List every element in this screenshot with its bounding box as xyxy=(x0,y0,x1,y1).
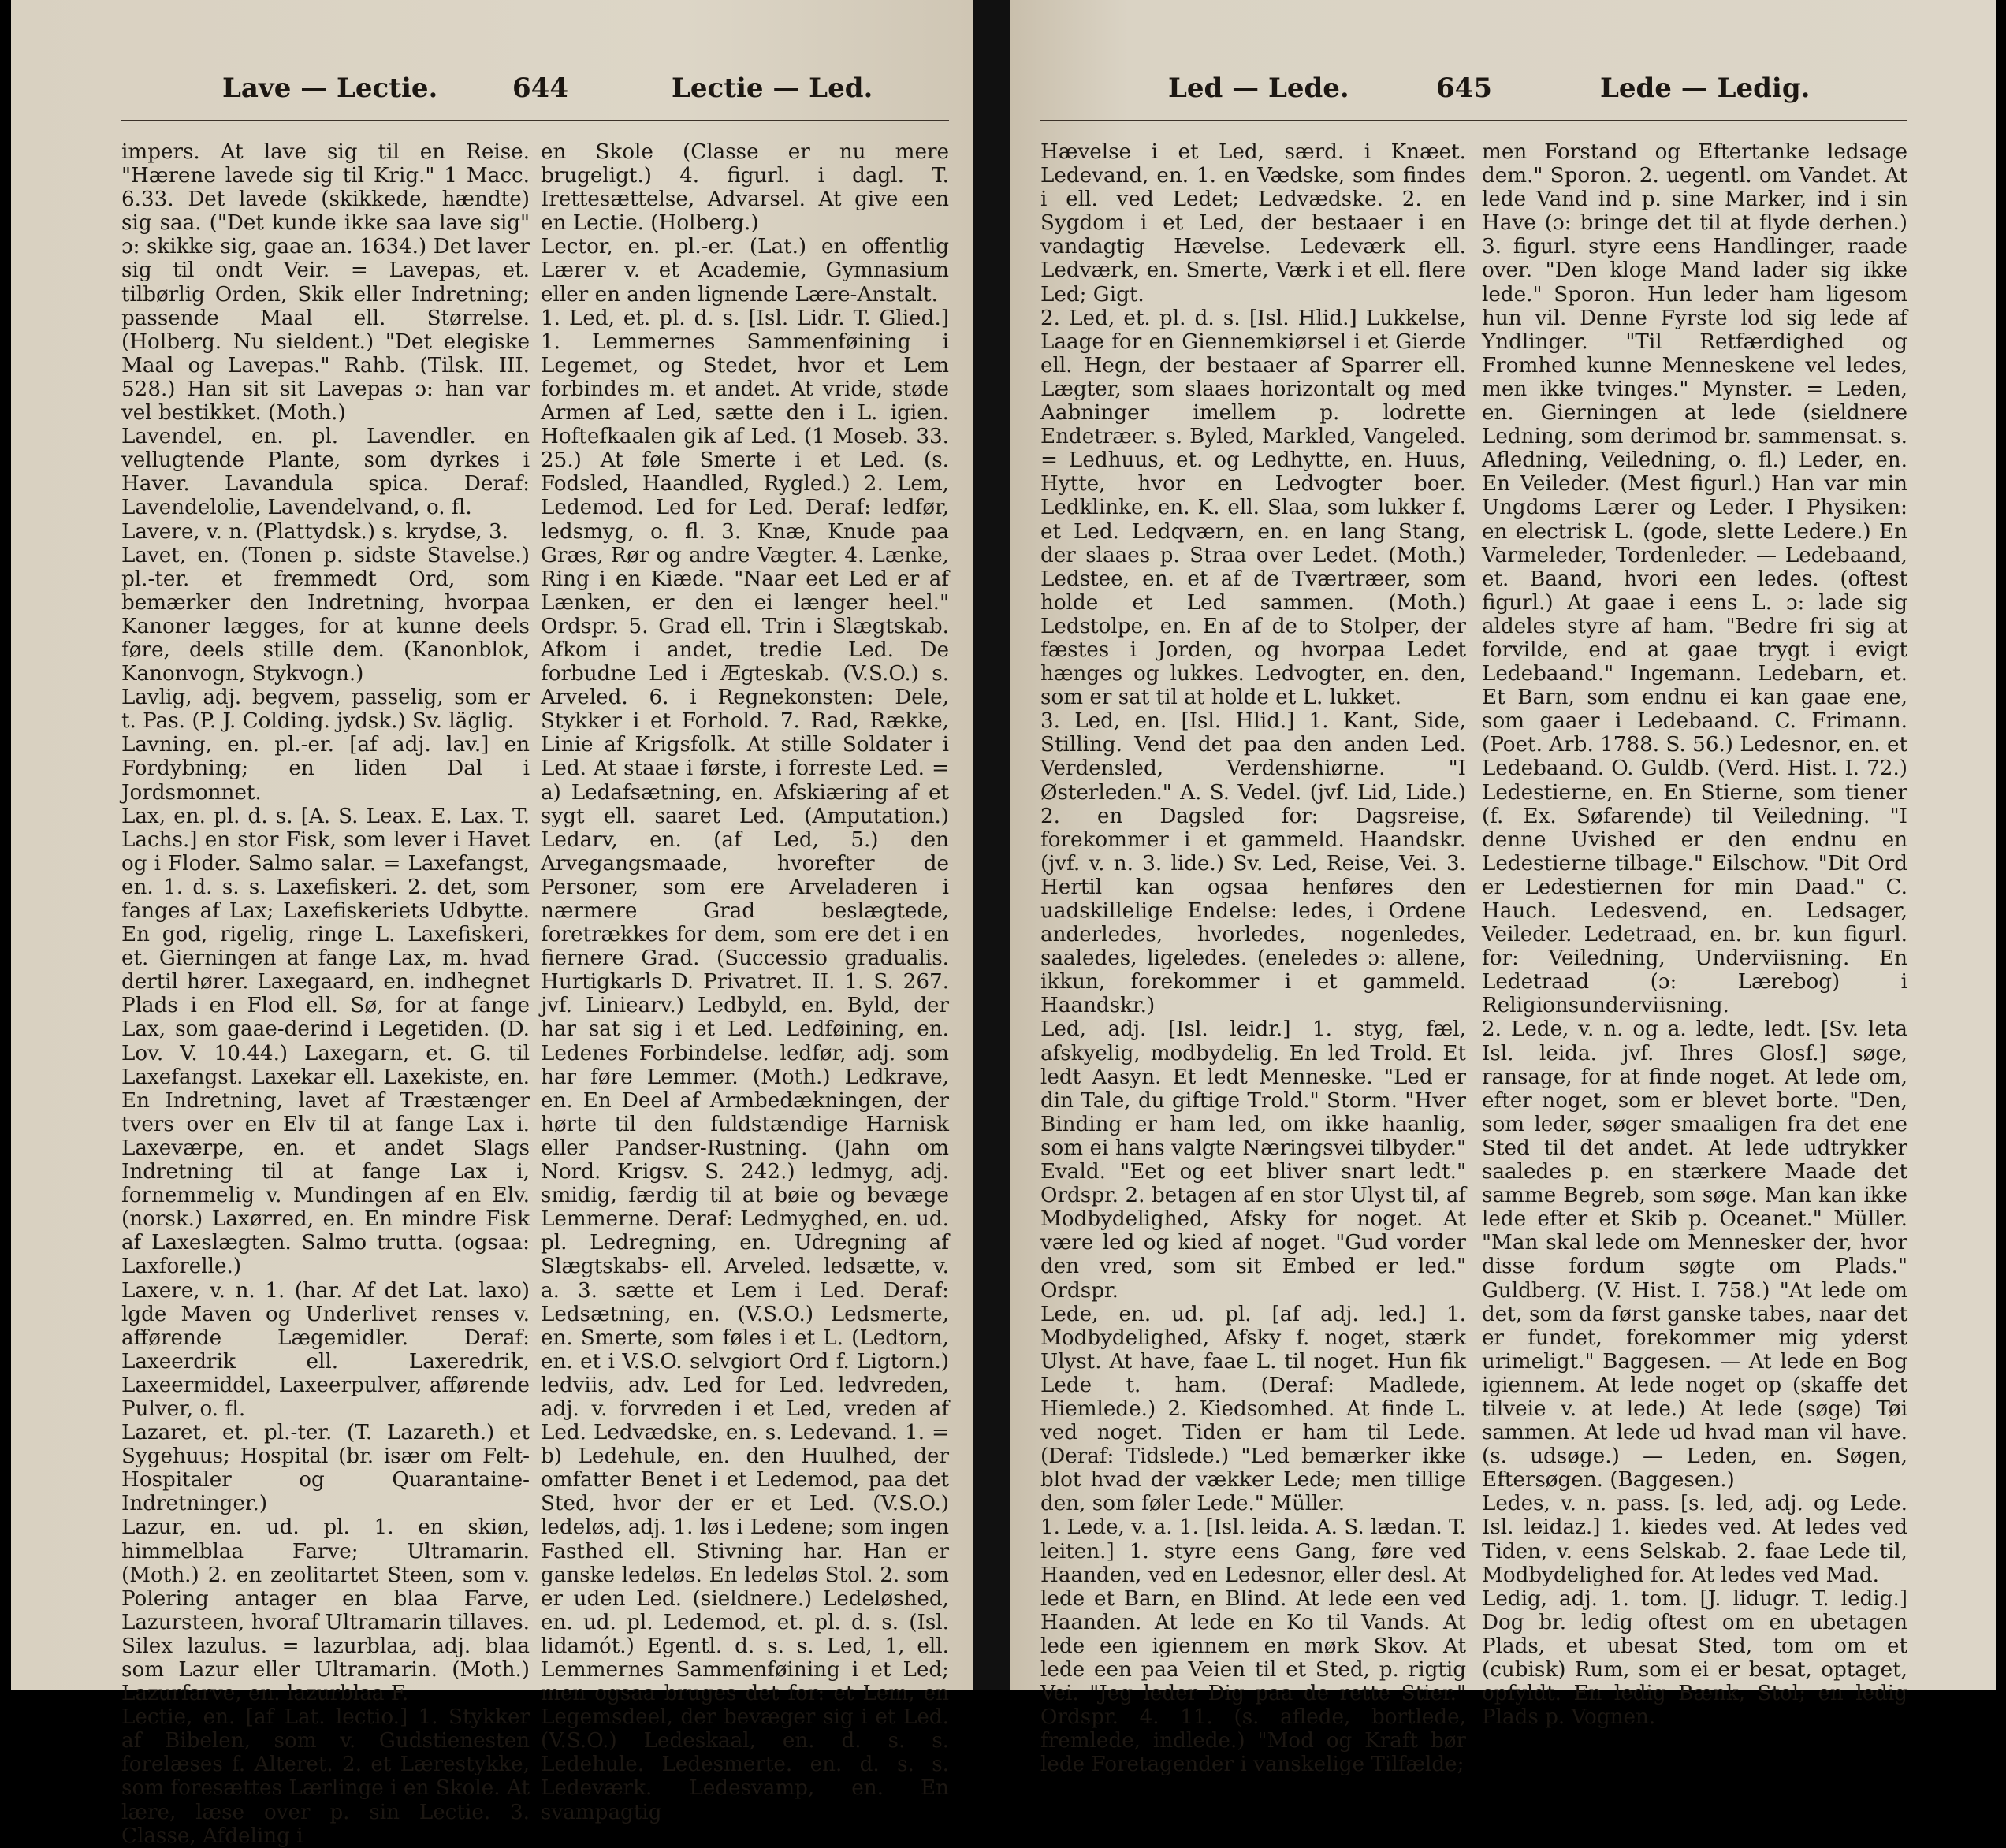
right-page-header-right: Lede — Ledig. xyxy=(1600,73,1811,104)
entry: Lede, en. ud. pl. [af adj. led.] 1. Modbydelighed, Afsky f. noget, stærk Ulyst. At have, faae L. til noget. Hun fik Lede t. ham. (Deraf: Madlede, Hiemlede.) 2. Kiedsomhed. At finde L. ved noget. Tiden er ham til Lede. (Deraf: Tidslede.) "Led bemærker ikke blot hvad der vækker Lede; men tillige den, som føler Lede." Müller. xyxy=(1040,1302,1466,1516)
entry: Lavet, en. (Tonen p. sidste Stavelse.) pl.-ter. et fremmedt Ord, som bemærker den Indretning, hvorpaa Kanoner lægges, for at kunne deels føre, deels stille dem. (Kanonblok, Kanonvogn, Stykvogn.) xyxy=(121,543,530,686)
right-page-column-2 xyxy=(1482,140,1907,1729)
entry: 1. Lede, v. a. 1. [Isl. leida. A. S. lædan. T. leiten.] 1. styre eens Gang, føre ved Haanden, ved en Ledesnor, eller desl. At lede et Barn, en Blind. At lede een ved Haanden. At lede en Ko til Vands. At lede een igiennem en mørk Skov. At lede een paa Veien til et Sted, p. rigtig Vei. "Jeg leder Dig paa de rette Stier." Ordspr. 4. 11. (s. aflede, bortlede, fremlede, indlede.) "Mod og Kraft bør lede Foretagender i vanskelige Tilfælde; xyxy=(1040,1515,1466,1777)
entry: Lavning, en. pl.-er. [af adj. lav.] en Fordybning; en liden Dal i Jordsmonnet. xyxy=(121,733,530,805)
entry: 3. Led, en. [Isl. Hlid.] 1. Kant, Side, Stilling. Vend det paa den anden Led. Verdensled, Verdenshiørne. "I Østerleden." A. S. Vedel. (jvf. Lid, Lide.) 2. en Dagsled for: Dagsreise, forekommer i et gammeld. Haandskr. (jvf. v. n. 3. lide.) Sv. Led, Reise, Vei. 3. Hertil kan ogsaa henføres den uadskillelige Endelse: ledes, i Ordene anderledes, hvorledes, nogenledes, saaledes, ligeledes. (eneledes ɔ: allene, ikkun, forekommer i et gammeld. Haandskr.) xyxy=(1040,709,1466,1018)
entry: Lazaret, et. pl.-ter. (T. Lazareth.) et Sygehuus; Hospital (br. især om Felt-Hospitaler og Quarantaine-Indretninger.) xyxy=(121,1421,530,1516)
entry: Ledes, v. n. pass. [s. led, adj. og Lede. Isl. leidaz.] 1. kiedes ved. At ledes ved Tiden, v. eens Selskab. 2. faae Lede til, Modbydelighed for. At ledes ved Mad. xyxy=(1482,1492,1907,1587)
entry: Ledig, adj. 1. tom. [J. lidugr. T. ledig.] Dog br. ledig oftest om en ubetagen Plads, et ubesat Sted, tom om et (cubisk) Rum, som ei er besat, optaget, opfyldt. En ledig Bænk, Stol; en ledig Plads p. Vognen. xyxy=(1482,1586,1907,1730)
entry: Lavere, v. n. (Plattydsk.) s. krydse, 3. xyxy=(121,519,509,544)
left-page-number: 644 xyxy=(512,73,568,104)
entry: 2. Led, et. pl. d. s. [Isl. Hlid.] Lukkelse, Laage for en Giennemkiørsel i et Gierde ell. Hegn, der bestaaer af Sparrer ell. Lægter, som slaaes horizontalt og med Aabninger imellem p. lodrette Endetræer. s. Byled, Markled, Vangeled. = Ledhuus, et. og Ledhytte, en. Huus, Hytte, hvor en Ledvogter boer. Ledklinke, en. K. ell. Slaa, som lukker f. et Led. Ledqværn, en. en lang Stang, der slaaes p. Straa over Ledet. (Moth.) Ledstee, en. et af de Tværtræer, som holde et Led sammen. (Moth.) Ledstolpe, en. En af de to Stolper, der fæstes i Jorden, og hvorpaa Ledet hænges og lukkes. Ledvogter, en. den, som er sat til at holde et L. lukket. xyxy=(1040,306,1466,710)
entry: Lector, en. pl.-er. (Lat.) en offentlig Lærer v. et Academie, Gymnasium eller en anden lignende Lære-Anstalt. xyxy=(541,235,949,307)
entry: 1. Led, et. pl. d. s. [Isl. Lidr. T. Glied.] 1. Lemmernes Sammenføining i Legemet, og Stedet, hvor et Lem forbindes m. et andet. At vride, støde Armen af Led, sætte den i L. igien. Hoftefkaalen gik af Led. (1 Mosеb. 33. 25.) At føle Smerte i et Led. (s. Fodsled, Haandled, Rygled.) 2. Lem, Ledemod. Led for Led. Deraf: ledfør, ledsmyg, o. fl. 3. Knæ, Knude paa Græs, Rør og andre Vægter. 4. Lænke, Ring i en Kiæde. "Naar eet Led er af Lænken, er den ei længer heel." Ordspr. 5. Grad ell. Trin i Slægtskab. Afkom i andet, tredie Led. De forbudne Led i Ægteskab. (V.S.O.) s. Arveled. 6. i Regnekonsten: Dele, Stykker i et Forhold. 7. Rad, Række, Linie af Krigsfolk. At stille Soldater i Led. At staae i første, i forreste Led. = a) Ledafsætning, en. Afskiæring af et sygt ell. saaret Led. (Amputation.) Ledarv, en. (af Led, 5.) den Arvegangsmaade, hvorefter de Personer, som ere Arvеladeren i nærmere Grad beslægtede, foretrækkes for dem, som ere det i en fiernere Grad. (Successio gradualis. Hurtigkarls D. Privatret. II. 1. S. 267. jvf. Liniearv.) Ledbyld, en. Byld, der har sat sig i et Led. Ledføining, en. Ledenes Forbindelse. ledfør, adj. som har føre Lemmer. (Moth.) Ledkrave, en. En Deel af Armbedækningen, der hørte til den fuldstændige Harnisk eller Pandser-Rustning. (Jahn om Nord. Krigsv. S. 242.) ledmyg, adj. smidig, færdig til at bøie og bevæge Lemmerne. Deraf: Ledmyghed, en. ud. pl. Ledregning, en. Udregning af Slægtskabs- ell. Arveled. ledsætte, v. a. 3. sætte et Lem i Led. Deraf: Ledsætning, en. (V.S.O.) Ledsmerte, en. Smerte, som føles i et L. (Ledtorn, en. et i V.S.O. selvgiort Ord f. Ligtorn.) ledviis, adv. Led for Led. ledvreden, adj. v. forvreden i et Led, vreden af Led. Ledvædske, en. s. Ledevand. 1. = b) Ledehule, en. den Huulhed, der omfatter Benet i et Ledemod, paa det Sted, hvor der er et Led. (V.S.O.) ledeløs, adj. 1. løs i Ledene; som ingen Fasthed ell. Stivning har. Han er ganske ledeløs. En ledeløs Stol. 2. som er uden Led. (sieldnere.) Ledeløshed, en. ud. pl. Ledemod, et. pl. d. s. (Isl. lidamót.) Egentl. d. s. s. Led, 1, ell. Lemmernes Sammenføining i et Led; men ogsaa bruges det for: et Lem, en Legemsdeel, der bevæger sig i et Led. (V.S.O.) Ledeskaal, en. d. s. s. Ledehule. Ledesmerte. en. d. s. s. Ledeværk. Ledesvamp, en. En svampagtig xyxy=(541,306,949,1824)
entry: Hævelse i et Led, særd. i Knæet. Ledevand, en. 1. en Vædske, som findes i ell. ved Ledet; Ledvædske. 2. en Sygdom i et Led, der bestaaer i en vandagtig Hævelse. Ledeværk ell. Ledværk, en. Smerte, Værk i et ell. flere Led; Gigt. xyxy=(1040,140,1466,307)
entry: men Forstand og Eftertanke ledsage dem." Sporon. 2. uegentl. om Vandet. At lede Vand ind p. sine Marker, ind i sin Have (ɔ: bringe det til at flyde derhen.) 3. figurl. styre eens Handlinger, raade over. "Den kloge Mand lader sig ikke lede." Sporon. Hun leder ham ligesom hun vil. Denne Fyrste lod sig lede af Yndlinger. "Til Retfærdighed og Fromhed kunne Menneskene vel ledes, men ikke tvinges." Mynster. = Leden, en. Gierningen at lede (sieldnere Ledning, som derimod br. sammensat. s. Afledning, Veiledning, o. fl.) Leder, en. En Veileder. (Mest figurl.) Han var min Ungdoms Lærer og Leder. I Physiken: en electrisk L. (gode, slette Ledere.) En Varmeleder, Tordenleder. — Ledebaand, et. Baand, hvori een ledes. (oftest figurl.) At gaae i eens L. ɔ: lade sig aldeles styre af ham. "Bedre fri sig at forvilde, end at gaae trygt i evigt Ledebaand." Ingemann. Ledebarn, et. Et Barn, som endnu ei kan gaae ene, som gaaer i Ledebaand. C. Frimann. (Poet. Arb. 1788. S. 56.) Ledesnor, en. et Ledebaand. O. Guldb. (Verd. Hist. I. 72.) Ledestierne, en. En Stierne, som tiener (f. Ex. Søfarende) til Veiledning. "I denne Uvished er den endnu en Ledestierne tilbage." Eilschow. "Dit Ord er Ledestiernen for min Daad." C. Hauch. Ledesvend, en. Ledsager, Veileder. Ledetraad, en. br. kun figurl. for: Veiledning, Underviisning. En Ledetraad (ɔ: Lærebog) i Religionsunderviisning. xyxy=(1482,140,1907,1018)
left-page-header-left: Lave — Lectie. xyxy=(222,73,438,104)
entry: Laxere, v. n. 1. (har. Af det Lat. laxo) lgde Maven og Underlivet renses v. afførende Lægemidler. Deraf: Laxeerdrik ell. Laxeredrik, Laxeermiddel, Laxeerpulver, afførende Pulver, o. fl. xyxy=(121,1278,530,1421)
right-page-column-1 xyxy=(1040,140,1466,1776)
entry: 2. Lede, v. n. og a. ledte, ledt. [Sv. leta Isl. leida. jvf. Ihres Glosf.] søge, ransage, for at finde noget. At lede om, efter noget, som er blevet borte. "Den, som leder, søger smaaligen fra det ene Sted til det andet. At lede udtrykker saaledes p. en stærkere Maade det samme Begreb, som søge. Man kan ikke lede efter et Skib p. Oceanet." Müller. "Man skal lede om Mennesker der, hvor disse fordum søgte om Plads." Guldberg. (V. Hist. I. 758.) "At lede om det, som da først ganske tabes, naar det er fundet, forekommer mig yderst urimeligt." Baggesen. — At lede en Bog igiennem. At lede noget op (skaffe det tilveie v. at lede.) At lede (søge) Tøi sammen. At lede ud hvad man vil have. (s. udsøge.) — Leden, en. Søgen, Eftersøgen. (Baggesen.) xyxy=(1482,1017,1907,1493)
entry: impers. At lave sig til en Reise. "Hærene lavede sig til Krig." 1 Macc. 6.33. Det lavede (skikkede, hændte) sig saa. ("Det kunde ikke saa lave sig" ɔ: skikke sig, gaae an. 1634.) Det laver sig til ondt Veir. = Lavepas, et. tilbørlig Orden, Skik eller Indretning; passende Maal ell. Størrelse. (Holberg. Nu sieldent.) "Det elegiske Maal og Lavepas." Rahb. (Tilsk. III. 528.) Han sit sit Lavepas ɔ: han var vel bestikket. (Moth.) xyxy=(121,140,530,426)
right-page-header-left: Led — Lede. xyxy=(1168,73,1349,104)
entry: en Skole (Classe er nu mere brugeligt.) 4. figurl. i dagl. T. Irettesættelse, Advarsel. At give een en Lectie. (Holberg.) xyxy=(541,140,949,236)
entry: Led, adj. [Isl. leidr.] 1. styg, fæl, afskyelig, modbydelig. En led Trold. Et ledt Aasyn. Et ledt Menneske. "Led er din Tale, du giftige Trold." Storm. "Hver Binding er ham led, om ikke haanlig, som ei hans valgte Næringsvei tilbyder." Evald. "Eet og eet bliver snart ledt." Ordspr. 2. betagen af en stor Ulyst til, af Modbydelighed, Afsky for noget. At være led og kied af noget. "Gud vorder den vred, som sit Embed er led." Ordspr. xyxy=(1040,1017,1466,1303)
entry: Lavendel, en. pl. Lavendler. en vellugtende Plante, som dyrkes i Haver. Lavandula spica. Deraf: Lavendelolie, Lavendelvand, o. fl. xyxy=(121,425,530,520)
book-gutter xyxy=(973,0,1010,1690)
entry: Lazur, en. ud. pl. 1. en skiøn, himmelblaa Farve; Ultramarin. (Moth.) 2. en zeolitartet Steen, som v. Polering antager en blaa Farve, Lazursteen, hvoraf Ultramarin tillaves. Silex lazulus. = lazurblaa, adj. blaa som Lazur eller Ultramarin. (Moth.) Lazurfarve, en. lazurblaa F. xyxy=(121,1515,530,1706)
entry: Lectie, en. [af Lat. lectio.] 1. Stykker af Bibelen, som v. Gudstienesten forelæses f. Alteret. 2. et Lærestykke, som foresættes Lærlinge i en Skole. At lære, læse over p. sin Lectie. 3. Classe, Afdeling i xyxy=(121,1705,530,1848)
left-page-column-2 xyxy=(541,140,949,1824)
right-header-rule xyxy=(1040,120,1907,121)
entry: Lax, en. pl. d. s. [A. S. Leax. E. Lax. T. Lachs.] en stor Fisk, som lever i Havet og i Floder. Salmo salar. = Laxefangst, en. 1. d. s. s. Laxefiskeri. 2. det, som fanges af Lax; Laxefiskeriets Udbytte. En god, rigelig, ringe L. Laxefiskeri, et. Gierningen at fange Lax, m. hvad dertil hører. Laxegaard, en. indhegnet Plads i en Flod ell. Sø, for at fange Lax, som gaae-derind i Legetiden. (D. Lov. V. 10.44.) Laxegarn, et. G. til Laxefangst. Laxekar ell. Laxekiste, en. En Indretning, lavet af Træstænger tvers over en Elv til at fange Lax i. Laxeværpe, en. et andet Slags Indretning til at fange Lax i, fornemmelig v. Mundingen af en Elv. (norsk.) Laxørred, en. En mindre Fisk af Laxeslægten. Salmo trutta. (ogsaa: Laxforelle.) xyxy=(121,804,530,1279)
left-header-rule xyxy=(121,120,949,121)
right-page-number: 645 xyxy=(1436,73,1492,104)
left-page-header-right: Lectie — Led. xyxy=(672,73,873,104)
left-page-column-1 xyxy=(121,140,530,1848)
right-page xyxy=(1010,0,1996,1777)
left-page xyxy=(11,0,973,1848)
entry: Lavlig, adj. begvem, passelig, som er t. Pas. (P. J. Colding. jydsk.) Sv. läglig. xyxy=(121,686,530,734)
